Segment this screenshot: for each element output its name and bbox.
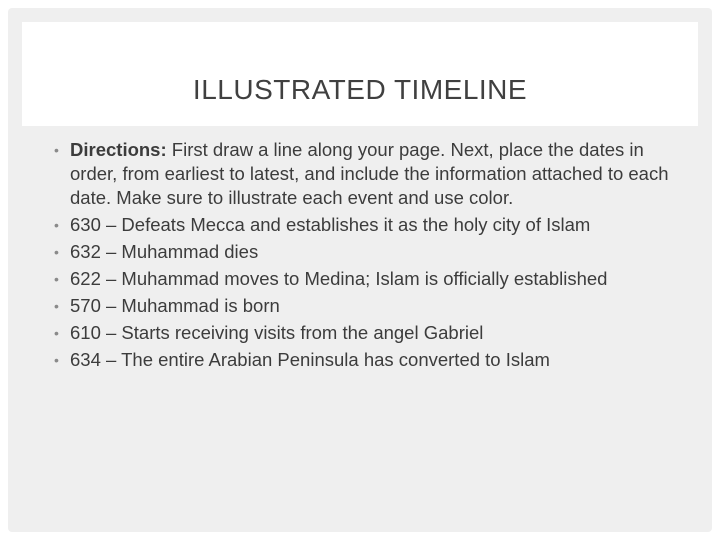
event-text: 634 – The entire Arabian Peninsula has converted to Islam <box>70 349 550 370</box>
list-item <box>54 348 694 372</box>
event-text: 570 – Muhammad is born <box>70 295 280 316</box>
bullet-dot-icon: • <box>54 325 59 341</box>
list-item-directions <box>54 138 694 210</box>
title-box <box>22 22 698 126</box>
event-text: 622 – Muhammad moves to Medina; Islam is officially established <box>70 268 608 289</box>
list-item <box>54 321 694 345</box>
list-item <box>54 267 694 291</box>
list-item <box>54 240 694 264</box>
event-text: 632 – Muhammad dies <box>70 241 259 262</box>
bullet-dot-icon: • <box>54 352 59 368</box>
bullet-dot-icon: • <box>54 298 59 314</box>
list-item <box>54 294 694 318</box>
bullet-list <box>54 138 694 375</box>
page-title: ILLUSTRATED TIMELINE <box>192 74 528 105</box>
event-text: 610 – Starts receiving visits from the angel Gabriel <box>70 322 484 343</box>
bullet-dot-icon: • <box>54 142 59 158</box>
bullet-dot-icon: • <box>54 244 59 260</box>
bullet-dot-icon: • <box>54 217 59 233</box>
event-text: 630 – Defeats Mecca and establishes it as the holy city of Islam <box>70 214 591 235</box>
directions-label: Directions: <box>70 139 167 160</box>
directions-text: First draw a line along your page. Next, place the dates in order, from earliest to latest, and include the information attached to each date. Make sure to illustrate each event and use color. <box>70 139 669 208</box>
list-item <box>54 213 694 237</box>
bullet-dot-icon: • <box>54 271 59 287</box>
